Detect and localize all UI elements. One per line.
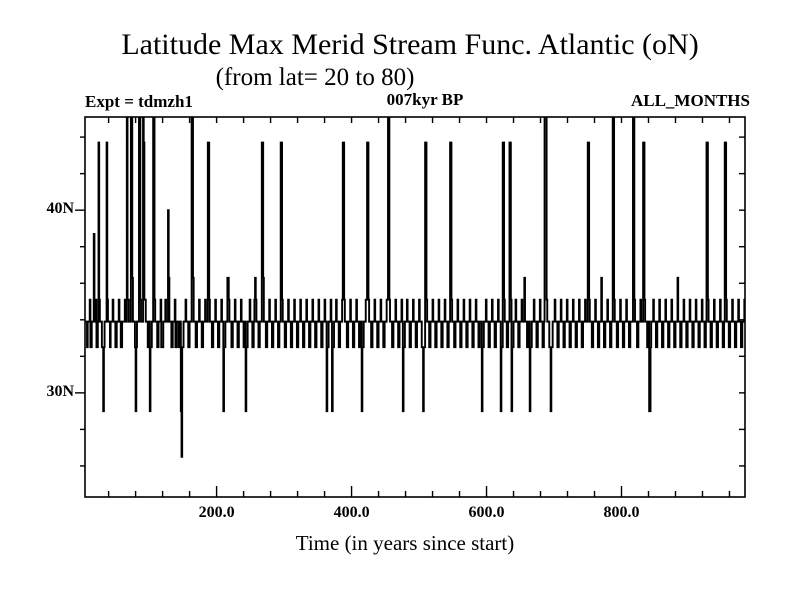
chart-subtitle: (from lat= 20 to 80) bbox=[215, 64, 415, 91]
y-axis-tick-label-30n: 30N bbox=[46, 383, 74, 400]
chart-title: Latitude Max Merid Stream Func. Atlantic (oN) bbox=[121, 28, 699, 61]
series-line bbox=[86, 112, 745, 457]
y-axis-tick-label-40n: 40N bbox=[46, 200, 74, 217]
x-axis-tick-label: 800.0 bbox=[603, 504, 640, 521]
epoch-annotation: 007kyr BP bbox=[386, 90, 464, 109]
months-annotation: ALL_MONTHS bbox=[630, 91, 750, 110]
x-axis-tick-label: 600.0 bbox=[468, 504, 505, 521]
x-axis-tick-label: 400.0 bbox=[333, 504, 370, 521]
x-axis-tick-label: 200.0 bbox=[198, 504, 235, 521]
x-axis-title: Time (in years since start) bbox=[295, 531, 515, 555]
experiment-annotation: Expt = tdmzh1 bbox=[85, 92, 193, 111]
